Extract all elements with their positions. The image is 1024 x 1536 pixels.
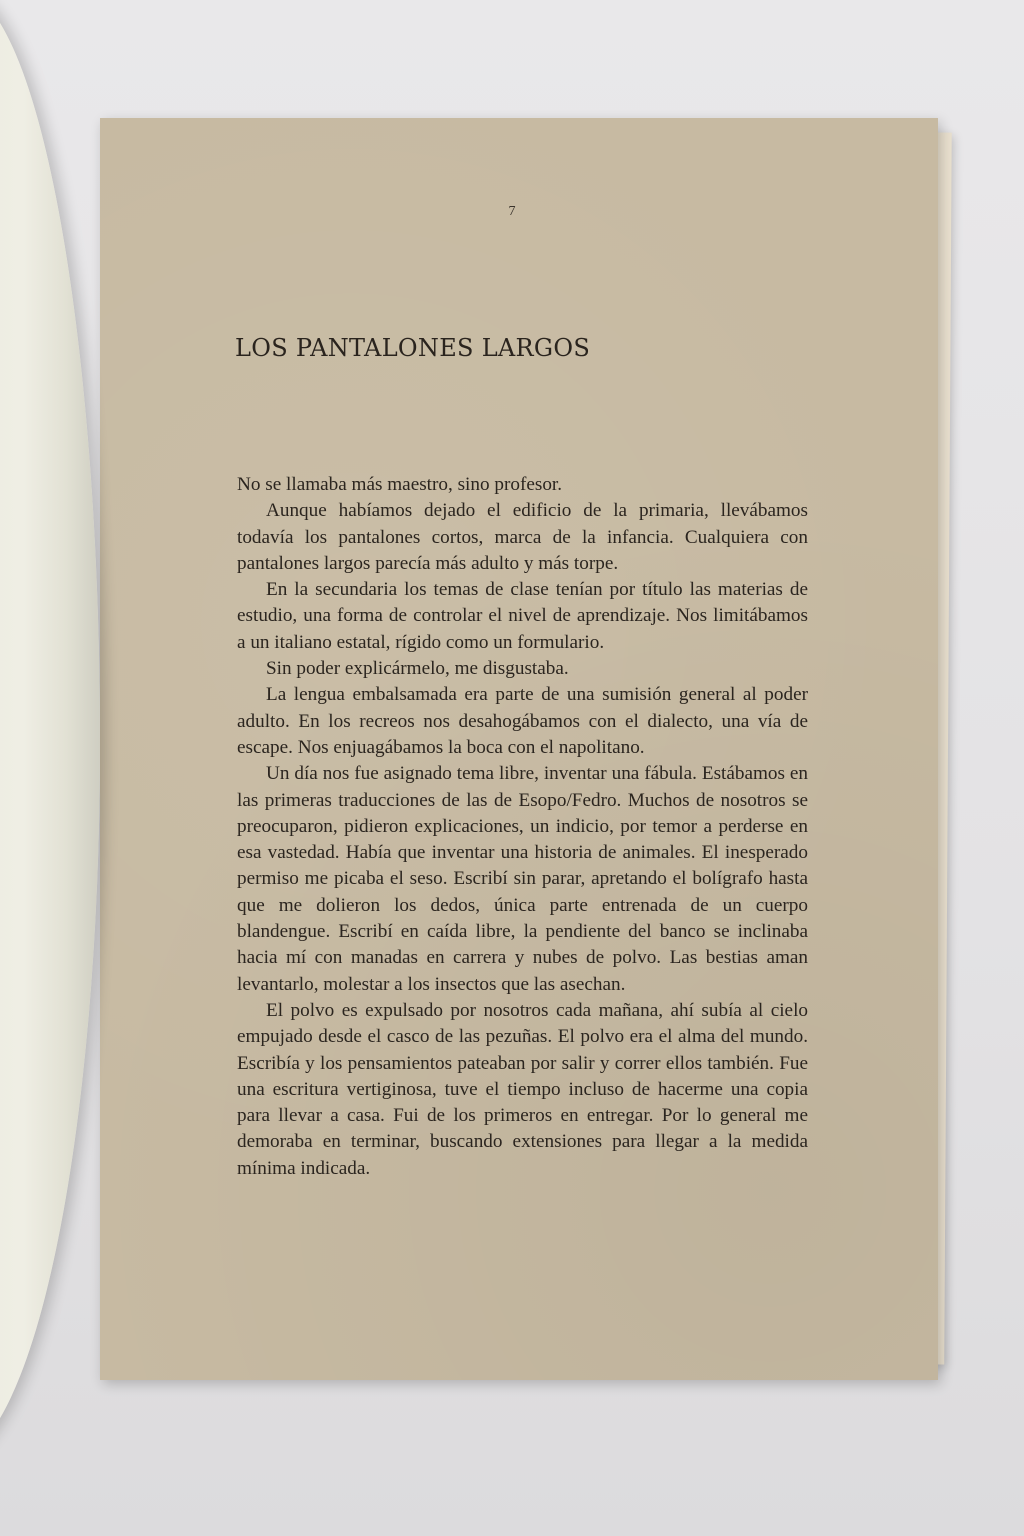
paragraph: Sin poder explicármelo, me disgustaba. xyxy=(266,658,569,680)
paragraph: La lengua embalsamada era parte de una sumisión general al poder adulto. En los recreos nos desahogábamos con el dialecto, una vía de escape. Nos enjuagábamos la boca con el napolitano. xyxy=(237,684,808,758)
paragraph: Un día nos fue asignado tema libre, inventar una fábula. Estábamos en las primeras traducciones de las de Esopo/Fedro. Muchos de nosotros se preocuparon, pidieron explicaciones, un indicio, por temor a perderse en esa vastedad. Había que inventar una historia de animales. El inesperado permiso me picaba el seso. Escribí sin parar, apretando el bolígrafo hasta que me dolieron los dedos, única parte entrenada de un cuerpo blandengue. Escribí en caída libre, la pendiente del banco se inclinaba hacia mí con manadas en carrera y nubes de polvo. Las bestias aman levantarlo, molestar a los insectos que las asechan. xyxy=(237,763,808,995)
paragraph: Aunque habíamos dejado el edificio de la primaria, llevábamos todavía los pantalones cortos, marca de la infancia. Cualquiera con pantalones largos parecía más adulto y más torpe. xyxy=(237,500,808,574)
paragraph: El polvo es expulsado por nosotros cada mañana, ahí subía al cielo empujado desde el casco de las pezuñas. El polvo era el alma del mundo. Escribía y los pensamientos pateaban por salir y correr ellos también. Fue una escritura vertiginosa, tuve el tiempo incluso de hacerme una copia para llevar a casa. Fui de los primeros en entregar. Por lo general me demoraba en terminar, buscando extensiones para llegar a la medida mínima indicada. xyxy=(237,999,808,1179)
page-number: 7 xyxy=(508,204,516,219)
paragraph: No se llamaba más maestro, sino profesor. xyxy=(237,474,563,495)
paragraph: En la secundaria los temas de clase tenían por título las materias de estudio, una forma de controlar el nivel de aprendizaje. Nos limitábamos a un italiano estatal, rígido como un formulario. xyxy=(237,579,808,653)
chapter-title: LOS PANTALONES LARGOS xyxy=(235,334,591,362)
chapter-body xyxy=(237,472,808,1182)
